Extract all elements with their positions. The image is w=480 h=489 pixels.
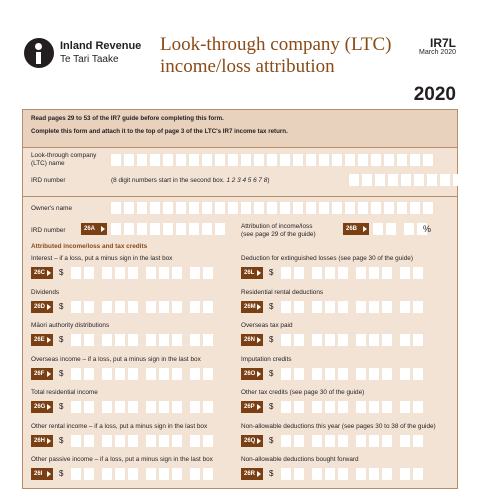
amount-digit-box[interactable] bbox=[369, 334, 379, 346]
amount-digit-box[interactable] bbox=[294, 435, 304, 447]
digit-box[interactable] bbox=[332, 154, 342, 166]
amount-digit-box[interactable] bbox=[172, 301, 182, 313]
amount-digit-box[interactable] bbox=[400, 368, 410, 380]
amount-digit-box[interactable] bbox=[84, 468, 94, 480]
amount-digit-box[interactable] bbox=[203, 301, 213, 313]
amount-digit-box[interactable] bbox=[400, 468, 410, 480]
owner-name-field[interactable] bbox=[111, 202, 433, 214]
amount-digit-box[interactable] bbox=[128, 301, 138, 313]
digit-box[interactable] bbox=[384, 202, 394, 214]
digit-box[interactable] bbox=[293, 202, 303, 214]
amount-digit-box[interactable] bbox=[159, 334, 169, 346]
percent-digit-box[interactable] bbox=[373, 223, 383, 235]
amount-digit-box[interactable] bbox=[84, 267, 94, 279]
amount-digit-box[interactable] bbox=[190, 401, 200, 413]
amount-digit-box[interactable] bbox=[338, 401, 348, 413]
percent-sign: % bbox=[423, 224, 432, 234]
amount-digit-box[interactable] bbox=[172, 401, 182, 413]
currency-symbol: $ bbox=[269, 368, 274, 378]
amount-field[interactable] bbox=[281, 334, 426, 346]
instructions-panel bbox=[23, 110, 457, 148]
amount-digit-box[interactable] bbox=[369, 468, 379, 480]
amount-digit-box[interactable] bbox=[413, 401, 423, 413]
amount-digit-box[interactable] bbox=[71, 368, 81, 380]
amount-digit-box[interactable] bbox=[325, 334, 335, 346]
amount-digit-box[interactable] bbox=[413, 368, 423, 380]
field-label: Māori authority distributions bbox=[31, 322, 110, 329]
field-code: 26F bbox=[31, 368, 53, 380]
amount-field[interactable] bbox=[71, 334, 216, 346]
amount-digit-box[interactable] bbox=[146, 401, 156, 413]
field-code: 26M bbox=[241, 301, 263, 313]
field-code: 26O bbox=[241, 368, 263, 380]
amount-digit-box[interactable] bbox=[312, 334, 322, 346]
amount-digit-box[interactable] bbox=[312, 301, 322, 313]
amount-digit-box[interactable] bbox=[128, 435, 138, 447]
amount-digit-box[interactable] bbox=[382, 368, 392, 380]
tax-year: 2020 bbox=[413, 84, 456, 105]
owner-ird-code: 26A bbox=[81, 223, 107, 235]
amount-field[interactable] bbox=[71, 401, 216, 413]
amount-digit-box[interactable] bbox=[203, 267, 213, 279]
field-label: Residential rental deductions bbox=[241, 288, 324, 296]
amount-digit-box[interactable] bbox=[190, 301, 200, 313]
amount-digit-box[interactable] bbox=[71, 301, 81, 313]
amount-digit-box[interactable] bbox=[400, 401, 410, 413]
amount-field[interactable] bbox=[71, 468, 216, 480]
currency-symbol: $ bbox=[59, 301, 64, 311]
amount-digit-box[interactable] bbox=[325, 435, 335, 447]
owner-name-label: Owner's name bbox=[31, 205, 72, 212]
section-title: Attributed income/loss and tax credits bbox=[31, 243, 148, 250]
form-title: Look-through company (LTC) income/loss attribution bbox=[160, 34, 392, 77]
field-code: 26E bbox=[31, 334, 53, 346]
amount-digit-box[interactable] bbox=[356, 368, 366, 380]
amount-digit-box[interactable] bbox=[102, 267, 112, 279]
amount-digit-box[interactable] bbox=[203, 334, 213, 346]
currency-symbol: $ bbox=[59, 402, 64, 411]
amount-digit-box[interactable] bbox=[281, 435, 291, 447]
digit-box[interactable] bbox=[202, 223, 212, 235]
amount-digit-box[interactable] bbox=[382, 301, 392, 313]
digit-box[interactable] bbox=[176, 223, 186, 235]
digit-box[interactable] bbox=[111, 202, 121, 214]
digit-box[interactable] bbox=[124, 154, 134, 166]
amount-digit-box[interactable] bbox=[146, 368, 156, 380]
amount-digit-box[interactable] bbox=[102, 334, 112, 346]
amount-digit-box[interactable] bbox=[115, 334, 125, 346]
amount-digit-box[interactable] bbox=[159, 435, 169, 447]
digit-box[interactable] bbox=[267, 154, 277, 166]
currency-symbol: $ bbox=[269, 402, 274, 411]
amount-digit-box[interactable] bbox=[413, 267, 423, 279]
digit-box[interactable] bbox=[319, 154, 329, 166]
amount-digit-box[interactable] bbox=[400, 301, 410, 313]
digit-box[interactable] bbox=[202, 202, 212, 214]
field-code: 26C bbox=[31, 267, 53, 279]
amount-digit-box[interactable] bbox=[369, 267, 379, 279]
digit-box[interactable] bbox=[371, 154, 381, 166]
amount-digit-box[interactable] bbox=[338, 267, 348, 279]
digit-box[interactable] bbox=[124, 223, 134, 235]
amount-digit-box[interactable] bbox=[413, 301, 423, 313]
digit-box[interactable] bbox=[349, 174, 359, 186]
amount-digit-box[interactable] bbox=[190, 435, 200, 447]
amount-digit-box[interactable] bbox=[382, 401, 392, 413]
field-label: Imputation credits bbox=[241, 355, 292, 363]
amount-digit-box[interactable] bbox=[71, 267, 81, 279]
digit-box[interactable] bbox=[137, 223, 147, 235]
digit-box[interactable] bbox=[332, 202, 342, 214]
field-label: Deduction for extinguished losses (see page 30 of the guide) bbox=[241, 255, 413, 262]
amount-digit-box[interactable] bbox=[172, 368, 182, 380]
currency-symbol: $ bbox=[59, 335, 64, 344]
amount-digit-box[interactable] bbox=[71, 435, 81, 447]
amount-digit-box[interactable] bbox=[400, 334, 410, 346]
digit-box[interactable] bbox=[410, 154, 420, 166]
amount-digit-box[interactable] bbox=[159, 267, 169, 279]
amount-field[interactable] bbox=[71, 435, 216, 447]
ltc-name-field[interactable] bbox=[111, 154, 433, 166]
amount-digit-box[interactable] bbox=[203, 468, 213, 480]
amount-digit-box[interactable] bbox=[369, 435, 379, 447]
amount-digit-box[interactable] bbox=[115, 368, 125, 380]
amount-digit-box[interactable] bbox=[294, 267, 304, 279]
instruction-line-1: Read pages 29 to 53 of the IR7 guide before completing this form. bbox=[31, 115, 224, 122]
ltc-ird-label: IRD number bbox=[31, 177, 66, 184]
digit-box[interactable] bbox=[358, 202, 368, 214]
digit-box[interactable] bbox=[150, 223, 160, 235]
amount-digit-box[interactable] bbox=[325, 401, 335, 413]
field-label: Other tax credits (see page 30 of the guide) bbox=[241, 389, 365, 396]
amount-digit-box[interactable] bbox=[71, 401, 81, 413]
digit-box[interactable] bbox=[215, 223, 225, 235]
digit-box[interactable] bbox=[111, 223, 121, 235]
digit-box[interactable] bbox=[371, 202, 381, 214]
percent-digit-box[interactable] bbox=[404, 223, 414, 235]
field-code: 26I bbox=[31, 468, 53, 480]
amount-digit-box[interactable] bbox=[294, 334, 304, 346]
amount-digit-box[interactable] bbox=[413, 468, 423, 480]
digit-box[interactable] bbox=[362, 174, 372, 186]
field-code: 26L bbox=[241, 267, 263, 279]
digit-box[interactable] bbox=[137, 154, 147, 166]
amount-digit-box[interactable] bbox=[281, 401, 291, 413]
currency-symbol: $ bbox=[269, 435, 274, 445]
digit-box[interactable] bbox=[189, 202, 199, 214]
amount-digit-box[interactable] bbox=[102, 301, 112, 313]
amount-digit-box[interactable] bbox=[115, 401, 125, 413]
currency-symbol: $ bbox=[59, 469, 64, 478]
digit-box[interactable] bbox=[124, 202, 134, 214]
amount-digit-box[interactable] bbox=[115, 468, 125, 480]
field-code: 26Q bbox=[241, 435, 263, 447]
amount-digit-box[interactable] bbox=[84, 334, 94, 346]
amount-digit-box[interactable] bbox=[281, 468, 291, 480]
amount-digit-box[interactable] bbox=[190, 368, 200, 380]
currency-symbol: $ bbox=[59, 268, 64, 277]
field-label: Overseas tax paid bbox=[241, 322, 293, 329]
ltc-ird-field[interactable] bbox=[349, 174, 463, 186]
amount-digit-box[interactable] bbox=[356, 334, 366, 346]
form-body bbox=[22, 109, 458, 489]
currency-symbol: $ bbox=[59, 435, 64, 445]
ltc-ird-hint: (8 digit numbers start in the second box. 1 2 3 4 5 6 7 8) bbox=[111, 177, 270, 184]
form-date: March 2020 bbox=[419, 49, 456, 56]
digit-box[interactable] bbox=[241, 154, 251, 166]
digit-box[interactable] bbox=[228, 202, 238, 214]
amount-digit-box[interactable] bbox=[203, 401, 213, 413]
digit-box[interactable] bbox=[163, 202, 173, 214]
amount-digit-box[interactable] bbox=[128, 267, 138, 279]
amount-digit-box[interactable] bbox=[338, 435, 348, 447]
amount-digit-box[interactable] bbox=[159, 301, 169, 313]
amount-digit-box[interactable] bbox=[356, 401, 366, 413]
digit-box[interactable] bbox=[414, 174, 424, 186]
amount-digit-box[interactable] bbox=[172, 468, 182, 480]
field-label: Non-allowable deductions bought forward bbox=[241, 456, 359, 463]
digit-box[interactable] bbox=[202, 154, 212, 166]
field-label: Other passive income – if a loss, put a minus sign in the last box bbox=[31, 456, 213, 463]
amount-digit-box[interactable] bbox=[115, 435, 125, 447]
instruction-line-2: Complete this form and attach it to the top of page 3 of the LTC's IR7 income tax return. bbox=[31, 128, 288, 135]
form-header bbox=[0, 0, 480, 110]
digit-box[interactable] bbox=[163, 154, 173, 166]
digit-box[interactable] bbox=[453, 174, 463, 186]
amount-field[interactable] bbox=[71, 368, 216, 380]
digit-box[interactable] bbox=[401, 174, 411, 186]
amount-digit-box[interactable] bbox=[146, 301, 156, 313]
field-label: Dividends bbox=[31, 288, 60, 296]
digit-box[interactable] bbox=[241, 202, 251, 214]
amount-digit-box[interactable] bbox=[356, 267, 366, 279]
amount-digit-box[interactable] bbox=[338, 368, 348, 380]
digit-box[interactable] bbox=[150, 154, 160, 166]
amount-digit-box[interactable] bbox=[159, 401, 169, 413]
amount-digit-box[interactable] bbox=[294, 368, 304, 380]
amount-digit-box[interactable] bbox=[338, 301, 348, 313]
amount-digit-box[interactable] bbox=[413, 334, 423, 346]
digit-box[interactable] bbox=[137, 202, 147, 214]
inland-revenue-logo-icon bbox=[24, 38, 54, 68]
digit-box[interactable] bbox=[345, 154, 355, 166]
digit-box[interactable] bbox=[176, 202, 186, 214]
field-label: Total residential income bbox=[31, 389, 98, 396]
amount-digit-box[interactable] bbox=[356, 435, 366, 447]
amount-digit-box[interactable] bbox=[115, 267, 125, 279]
amount-digit-box[interactable] bbox=[128, 401, 138, 413]
amount-field[interactable] bbox=[281, 301, 426, 313]
form-code: IR7L bbox=[429, 36, 456, 50]
amount-digit-box[interactable] bbox=[382, 267, 392, 279]
org-maori-name: Te Tari Taake bbox=[60, 54, 119, 65]
amount-digit-box[interactable] bbox=[312, 468, 322, 480]
amount-digit-box[interactable] bbox=[102, 435, 112, 447]
digit-box[interactable] bbox=[306, 202, 316, 214]
amount-digit-box[interactable] bbox=[71, 468, 81, 480]
field-code: 26H bbox=[31, 435, 53, 447]
amount-digit-box[interactable] bbox=[325, 301, 335, 313]
digit-box[interactable] bbox=[423, 202, 433, 214]
digit-box[interactable] bbox=[189, 223, 199, 235]
amount-field[interactable] bbox=[281, 435, 426, 447]
amount-digit-box[interactable] bbox=[146, 435, 156, 447]
attribution-label: Attribution of income/loss (see page 29 of the guide) bbox=[241, 223, 316, 238]
amount-digit-box[interactable] bbox=[172, 435, 182, 447]
amount-digit-box[interactable] bbox=[413, 435, 423, 447]
field-code: 26N bbox=[241, 334, 263, 346]
digit-box[interactable] bbox=[345, 202, 355, 214]
amount-digit-box[interactable] bbox=[325, 267, 335, 279]
digit-box[interactable] bbox=[375, 174, 385, 186]
amount-digit-box[interactable] bbox=[128, 334, 138, 346]
amount-digit-box[interactable] bbox=[312, 368, 322, 380]
digit-box[interactable] bbox=[397, 202, 407, 214]
amount-digit-box[interactable] bbox=[325, 368, 335, 380]
amount-digit-box[interactable] bbox=[128, 368, 138, 380]
ltc-name-label: Look-through company (LTC) name bbox=[31, 152, 97, 167]
amount-digit-box[interactable] bbox=[71, 334, 81, 346]
amount-digit-box[interactable] bbox=[281, 267, 291, 279]
amount-digit-box[interactable] bbox=[146, 468, 156, 480]
field-label: Other rental income – if a loss, put a minus sign in the last box bbox=[31, 422, 208, 430]
amount-digit-box[interactable] bbox=[312, 267, 322, 279]
digit-box[interactable] bbox=[254, 154, 264, 166]
amount-digit-box[interactable] bbox=[281, 301, 291, 313]
amount-digit-box[interactable] bbox=[172, 334, 182, 346]
amount-digit-box[interactable] bbox=[115, 301, 125, 313]
amount-digit-box[interactable] bbox=[400, 435, 410, 447]
currency-symbol: $ bbox=[269, 301, 274, 311]
amount-digit-box[interactable] bbox=[312, 401, 322, 413]
amount-digit-box[interactable] bbox=[128, 468, 138, 480]
digit-box[interactable] bbox=[163, 223, 173, 235]
amount-digit-box[interactable] bbox=[102, 368, 112, 380]
amount-digit-box[interactable] bbox=[312, 435, 322, 447]
digit-box[interactable] bbox=[280, 154, 290, 166]
digit-box[interactable] bbox=[384, 154, 394, 166]
digit-box[interactable] bbox=[254, 202, 264, 214]
digit-box[interactable] bbox=[388, 174, 398, 186]
digit-box[interactable] bbox=[306, 154, 316, 166]
currency-symbol: $ bbox=[269, 268, 274, 277]
amount-digit-box[interactable] bbox=[281, 334, 291, 346]
amount-digit-box[interactable] bbox=[84, 435, 94, 447]
amount-digit-box[interactable] bbox=[84, 301, 94, 313]
digit-box[interactable] bbox=[215, 202, 225, 214]
amount-digit-box[interactable] bbox=[84, 368, 94, 380]
digit-box[interactable] bbox=[280, 202, 290, 214]
amount-digit-box[interactable] bbox=[338, 334, 348, 346]
amount-digit-box[interactable] bbox=[382, 435, 392, 447]
amount-field[interactable] bbox=[281, 267, 426, 279]
amount-digit-box[interactable] bbox=[294, 301, 304, 313]
amount-digit-box[interactable] bbox=[84, 401, 94, 413]
field-code: 26G bbox=[31, 401, 53, 413]
amount-digit-box[interactable] bbox=[338, 468, 348, 480]
amount-field[interactable] bbox=[71, 267, 216, 279]
digit-box[interactable] bbox=[427, 174, 437, 186]
digit-box[interactable] bbox=[189, 154, 199, 166]
amount-digit-box[interactable] bbox=[102, 468, 112, 480]
field-code: 26R bbox=[241, 468, 263, 480]
digit-box[interactable] bbox=[111, 154, 121, 166]
digit-box[interactable] bbox=[215, 154, 225, 166]
digit-box[interactable] bbox=[397, 154, 407, 166]
org-name: Inland Revenue bbox=[60, 40, 142, 52]
field-code: 26D bbox=[31, 301, 53, 313]
attribution-code: 26B bbox=[343, 223, 369, 235]
amount-digit-box[interactable] bbox=[294, 401, 304, 413]
amount-digit-box[interactable] bbox=[356, 301, 366, 313]
amount-digit-box[interactable] bbox=[356, 468, 366, 480]
owner-ird-field[interactable] bbox=[111, 223, 225, 235]
amount-field[interactable] bbox=[281, 468, 426, 480]
amount-digit-box[interactable] bbox=[369, 368, 379, 380]
amount-digit-box[interactable] bbox=[159, 468, 169, 480]
digit-box[interactable] bbox=[358, 154, 368, 166]
amount-digit-box[interactable] bbox=[382, 334, 392, 346]
amount-digit-box[interactable] bbox=[369, 401, 379, 413]
digit-box[interactable] bbox=[176, 154, 186, 166]
amount-digit-box[interactable] bbox=[369, 301, 379, 313]
amount-digit-box[interactable] bbox=[190, 267, 200, 279]
digit-box[interactable] bbox=[228, 154, 238, 166]
field-label: Interest – if a loss, put a minus sign in the last box bbox=[31, 255, 173, 262]
digit-box[interactable] bbox=[267, 202, 277, 214]
amount-field[interactable] bbox=[281, 368, 426, 380]
currency-symbol: $ bbox=[59, 368, 64, 378]
digit-box[interactable] bbox=[410, 202, 420, 214]
attribution-percent-field[interactable] bbox=[373, 223, 430, 235]
amount-digit-box[interactable] bbox=[400, 267, 410, 279]
owner-ird-label: IRD number bbox=[31, 227, 66, 234]
amount-digit-box[interactable] bbox=[294, 468, 304, 480]
field-code: 26P bbox=[241, 401, 263, 413]
amount-digit-box[interactable] bbox=[325, 468, 335, 480]
amount-digit-box[interactable] bbox=[190, 334, 200, 346]
amount-digit-box[interactable] bbox=[203, 368, 213, 380]
amount-digit-box[interactable] bbox=[172, 267, 182, 279]
field-label: Non-allowable deductions this year (see pages 30 to 38 of the guide) bbox=[241, 422, 436, 430]
amount-digit-box[interactable] bbox=[382, 468, 392, 480]
amount-digit-box[interactable] bbox=[190, 468, 200, 480]
amount-digit-box[interactable] bbox=[146, 334, 156, 346]
digit-box[interactable] bbox=[319, 202, 329, 214]
amount-digit-box[interactable] bbox=[102, 401, 112, 413]
currency-symbol: $ bbox=[269, 469, 274, 478]
amount-digit-box[interactable] bbox=[203, 435, 213, 447]
digit-box[interactable] bbox=[440, 174, 450, 186]
digit-box[interactable] bbox=[150, 202, 160, 214]
amount-field[interactable] bbox=[281, 401, 426, 413]
digit-box[interactable] bbox=[423, 154, 433, 166]
field-label: Overseas income – if a loss, put a minus sign in the last box bbox=[31, 355, 201, 363]
amount-field[interactable] bbox=[71, 301, 216, 313]
digit-box[interactable] bbox=[293, 154, 303, 166]
amount-digit-box[interactable] bbox=[281, 368, 291, 380]
percent-digit-box[interactable] bbox=[386, 223, 396, 235]
amount-digit-box[interactable] bbox=[146, 267, 156, 279]
amount-digit-box[interactable] bbox=[159, 368, 169, 380]
currency-symbol: $ bbox=[269, 335, 274, 344]
